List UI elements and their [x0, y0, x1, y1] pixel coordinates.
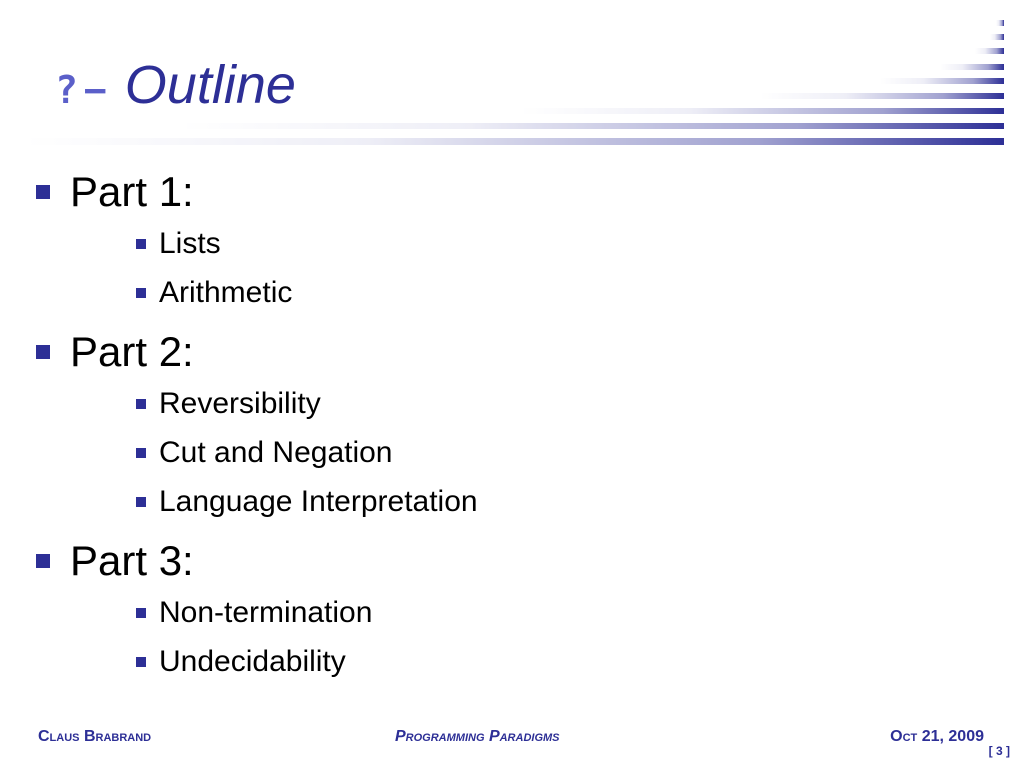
item-label: Non-termination — [159, 595, 373, 629]
stripe — [940, 64, 1004, 70]
outline-part-1 — [30, 165, 990, 219]
outline-item — [30, 379, 990, 428]
stripe — [180, 123, 1004, 129]
item-label: Lists — [159, 226, 221, 260]
footer-author: Claus Brabrand — [38, 728, 152, 745]
outline-list — [30, 165, 990, 686]
bullet-square-icon — [136, 288, 146, 298]
bullet-square-icon — [36, 345, 50, 359]
bullet-square-icon — [136, 399, 146, 409]
outline-item — [30, 268, 990, 317]
part-label: Part 3: — [70, 537, 194, 584]
stripe — [22, 138, 1004, 145]
bullet-square-icon — [136, 239, 146, 249]
stripe — [520, 108, 1004, 114]
title-text: Outline — [124, 55, 296, 115]
outline-part-2 — [30, 325, 990, 379]
bullet-square-icon — [136, 497, 146, 507]
stripe — [996, 20, 1004, 26]
outline-item — [30, 588, 990, 637]
outline-item — [30, 477, 990, 526]
item-label: Language Interpretation — [159, 484, 478, 518]
question-mark-symbol: ? — [55, 68, 78, 112]
slide-title — [55, 54, 296, 120]
bullet-square-icon — [136, 448, 146, 458]
bullet-square-icon — [136, 657, 146, 667]
item-label: Arithmetic — [159, 275, 293, 309]
bullet-square-icon — [36, 185, 50, 199]
bullet-square-icon — [36, 554, 50, 568]
item-label: Cut and Negation — [159, 435, 393, 469]
stripe — [880, 78, 1004, 84]
part-label: Part 1: — [70, 168, 194, 215]
part-label: Part 2: — [70, 328, 194, 375]
footer-course: Programming Paradigms — [395, 728, 560, 745]
outline-item — [30, 219, 990, 268]
stripe — [975, 48, 1004, 54]
outline-item — [30, 637, 990, 686]
page-number: [ 3 ] — [988, 744, 1010, 758]
stripe — [760, 93, 1004, 99]
item-label: Undecidability — [159, 644, 346, 678]
item-label: Reversibility — [159, 386, 321, 420]
stripe — [990, 34, 1004, 40]
outline-item — [30, 428, 990, 477]
slide-footer — [0, 728, 1024, 758]
title-dash: − — [83, 68, 107, 112]
outline-part-3 — [30, 534, 990, 588]
bullet-square-icon — [136, 608, 146, 618]
footer-date: Oct 21, 2009 — [890, 728, 984, 745]
